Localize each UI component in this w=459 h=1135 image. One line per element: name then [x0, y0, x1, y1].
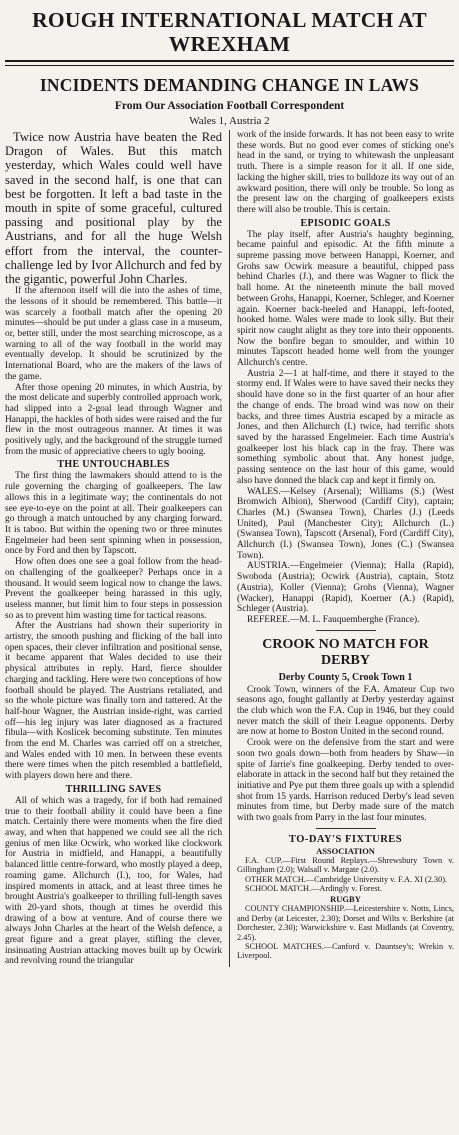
subheading: THE UNTOUCHABLES — [57, 459, 170, 471]
fixture-item: COUNTY CHAMPIONSHIP.—Leicestershire v. Notts, Lincs, and Derby (at Leicester, 2.30); Dorset and Wilts v. Berkshire (at Dorchester, 2.30); Warwickshire v. East Midlands (at Coventry, 2.45). — [237, 904, 455, 942]
referee: REFEREE.—M. L. Fauquemberghe (France). — [247, 614, 420, 625]
article-columns — [5, 130, 454, 967]
lead-paragraph: Twice now Austria have beaten the Red Dragon of Wales. But this match yesterday, which Wales could well have saved in the second half, is one that can best be forgotten. It left a bad taste in the mouth in spite of some graceful, cultured passing and positional play by the Austrians, and for all the huge Welsh effort from the interval, the counter-challenge led by Ivor Allchurch and fed by the gigantic, powerful John Charles. — [5, 130, 223, 287]
byline: From Our Association Football Correspondent — [114, 100, 345, 112]
fixture-item: OTHER MATCH.—Cambridge University v. F.A. XI (2.30). — [245, 874, 448, 884]
masthead: ROUGH INTERNATIONAL MATCH AT WREXHAM — [32, 8, 427, 56]
masthead-rule — [5, 60, 454, 62]
column-divider — [229, 130, 230, 967]
subheading: EPISODIC GOALS — [300, 217, 391, 229]
fixture-item: F.A. CUP.—First Round Replays.—Shrewsbury Town v. Gillingham (2.0); Walsall v. Margate (2.0). — [237, 855, 455, 875]
section-rule — [316, 828, 376, 829]
paragraph: If the afternoon itself will die into the ashes of time, the lessons of it should be remembered. This battle—it was scarcely a football match after the opening 20 minutes—should be put under a glass case in a museum, or, better still, under the most searching microscope, as a warning to all of the way football in the world may eventually develop. It should be scrutinized by the International Board, who are the makers of the laws of the game. — [5, 286, 223, 382]
paragraph: How often does one see a goal follow from the head-on challenging of the goalkeeper? Perhaps once in a thousand. It would seem logical now to change the laws. Prevent the goalkeeper being harassed in this ugly, useless manner, but limit him to four steps in possession so as to prevent him wasting time for tactical reasons. — [5, 557, 223, 621]
paragraph: Austria 2—1 at half-time, and there it stayed to the stormy end. If Wales were to have saved their necks they should have done so in the first quarter of an hour after the change of ends. The broad wind was now on their backs, and three times Austria escaped by a miracle as Jones, and then Allchurch (I.) twice, had terrific shots saved by the harassed Engelmeier. Each time Austria's goalkeeper lost his black cap in the fray. There was something symbolic about that. Any honest judge, passing sentence on the last hour of this game, would also have donned the black cap and kept it firmly on. — [237, 368, 455, 486]
paragraph: Crook were on the defensive from the start and were soon two goals down—both from headers by Shaw—in spite of Jarrie's fine goalkeeping. Derby tended to over-elaborate in attack in the second half but they retained the initiative and Pye put them three goals up with a splendid shot from 15 yards. Harrison reduced Derby's lead seven minutes from time, but Derby made sure of the match with two goals from Parry in the last four minutes. — [237, 738, 455, 824]
paragraph: After those opening 20 minutes, in which Austria, by the most delicate and superbly controlled approach work, had slipped into a 2-goal lead through Wagner and Hanappi, the hackles of both sides were raised and the fur flew in the most outrageous manner. At times it was positively ugly, and the background of the struggle turned from the music of appreciative cheers to ugly booing. — [5, 382, 223, 457]
masthead-rule-thin — [5, 65, 454, 66]
paragraph: After the Austrians had shown their superiority in artistry, the smooth pushing and flicking of the ball into open spaces, their clever infiltration and positional sense, it became apparent that Wales decided to use their physical attributes in reply. Hard, fierce shoulder charging and tackling. Here were two conceptions of how football should be played. The Austrians retaliated, and so the whole picture was finally torn and tattered. At the half-hour Wagner, the Austrian inside-right, was carried off—his leg injury was later diagnosed as a fractured fibula—with Koslicek becoming substitute. Ten minutes from the end M. Charles was carried off on a stretcher, and Wales ended with 10 men. In between these events there were times when the pitch resembled a battlefield, with players down here and there. — [5, 621, 223, 782]
section-score: Derby County 5, Crook Town 1 — [278, 671, 413, 683]
team-austria: AUSTRIA.—Engelmeier (Vienna); Halla (Rapid), Swoboda (Austria); Ocwirk (Austria), captain, Stotz (Austria), Koller (Vienna); Grohs (Vienna), Wagner (Wacker), Hanappi (Rapid), Koerner (A.) (Rapid), Schleger (Austria). — [237, 561, 455, 615]
paragraph: The play itself, after Austria's haughty beginning, became painful and episodic. At the fifth minute a supreme passing move between Hanappi, Koerner, and Grohs saw Ocwirk measure a beautiful, chipped pass behind Charles (J.), and there was Wagner to flick the ball home. At the nineteenth minute the ball moved between Grohs, Hanappi, Koerner, Schleger, and Koerner again. Koerner back-heeled and Hanappi, left-footed, hooked home. Wales were made to look silly. But their spirit now caught alight as they tore into their opponents. Now the bonfire began to smoulder, and within 10 minutes Tapscott headed home well from the younger Allchurch's centre. — [237, 229, 455, 369]
section-rule — [316, 630, 376, 631]
paragraph: work of the inside forwards. It has not been easy to write these words. But no good ever comes of sticking one's head in the sand, or trying to whitewash the unpleasant truth. There is a simple reason for it all. If one side, lacking the higher skill, tries to bulldoze its way out of an awkward position, there will only be trouble. So long as the present law on the charging of goalkeepers exists there will also be trouble. This is certain. — [237, 130, 455, 215]
paragraph: All of which was a tragedy, for if both had remained true to their football ability it could have been a fine match. Certainly there were moments when the fire died away, and when that happened we could see all the rich genius of men like Ocwirk, who worked like clockwork for Austria in midfield, and Hanappi, a beautifully balanced little centre-forward, who mostly played a deep, roaming game. Allchurch (I.), too, for Wales, had inspired moments in attack, and at least three times he brought Austria's goalkeeper to thrilling full-length saves with 20-yard shots, though at times he overdid this drawing of a bow at venture. And of course there we always John Charles at the heart of the Welsh defence, a great figure and a great player, stifling the clever, insinuating Austrian attacking moves built up by Ocwirk and revolving round the triangular — [5, 795, 223, 967]
team-wales: WALES.—Kelsey (Arsenal); Williams (S.) (West Bromwich Albion), Sherwood (Cardiff City), captain; Charles (M.) (Swansea Town), Charles (J.) (Leeds United), Paul (Manchester City); Allchurch (L.) (Swansea Town), Tapscott (Arsenal), Ford (Cardiff City), Allchurch (I.) (Swansea Town), Jones (C.) (Swansea Town). — [237, 486, 455, 561]
paragraph: The first thing the lawmakers should attend to is the rule governing the charging of goalkeepers. The law allows this in a legitimate way; the continentals do not see eye-to-eye on the point at all. Their goalkeepers can go through a match untouched by any charging forward. It is taboo. But within the opening two or three minutes Engelmeier had been sent spinning when in possession, once by Ford and then by Tapscott. — [5, 471, 223, 557]
left-column — [5, 130, 222, 967]
paragraph: Crook Town, winners of the F.A. Amateur Cup two seasons ago, fought gallantly at Derby yesterday against the club which won the F.A. Cup in 1946, but they could never match the skill of their League opponents. Derby are now at home to Boston United in the second round. — [237, 684, 455, 738]
article-headline: INCIDENTS DEMANDING CHANGE IN LAWS — [39, 75, 420, 95]
match-score: Wales 1, Austria 2 — [189, 115, 270, 127]
fixtures-heading: TO-DAY'S FIXTURES — [288, 833, 403, 845]
section-headline: CROOK NO MATCH FOR DERBY — [262, 636, 429, 668]
fixture-item: SCHOOL MATCHES.—Canford v. Dauntsey's; Wrekin v. Liverpool. — [237, 942, 455, 961]
right-column — [237, 130, 454, 967]
fixtures-category: ASSOCIATION — [316, 845, 375, 856]
subheading: THRILLING SAVES — [65, 783, 162, 795]
fixture-item: SCHOOL MATCH.—Ardingly v. Forest. — [245, 884, 382, 893]
fixtures-category: RUGBY — [330, 894, 361, 905]
